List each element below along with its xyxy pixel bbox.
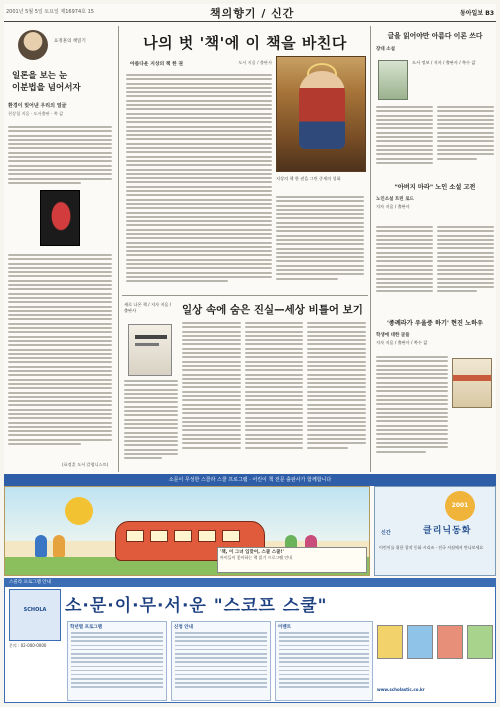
right-book-cover-3 — [452, 358, 492, 408]
second-book-info: 새로 나온 책 / 저자 지음 / 출판사 — [124, 302, 172, 313]
column-title-line-1: 일론을 보는 눈 — [12, 71, 68, 81]
masthead — [4, 4, 496, 22]
issue-date: 2001년 5월 5일 토요일 제16974호 15 — [6, 9, 94, 15]
right-category-2: 노인소설 트린 로드 — [376, 197, 414, 202]
ad-panel-2-title: 신청 안내 — [174, 625, 193, 630]
right-book-info-2: 저자 지음 / 출판사 — [376, 204, 410, 209]
right-book-info-3: 저자 지음 / 출판사 / 쪽수 값 — [376, 340, 428, 345]
mini-book-cover[interactable] — [407, 625, 433, 659]
ad-panel-1-title: 학년별 프로그램 — [70, 625, 102, 630]
column-title-line-2: 이분법을 넘어서자 — [12, 83, 81, 93]
ad-footer[interactable]: www.scholastic.co.kr — [377, 687, 425, 692]
ad-panel-3-title: 이벤트 — [278, 625, 292, 630]
ad-quote-title: '책, 이 그녀 입맞어, 스쿨 스쿨!' — [220, 550, 284, 555]
ad-panel-1 — [67, 621, 167, 701]
right-body-text-2 — [376, 226, 494, 295]
column-byline: 표정훈의 책읽기 — [54, 39, 86, 44]
feature-deck: 아름다운 지상의 책 한 권 — [130, 62, 184, 67]
mini-book-cover[interactable] — [437, 625, 463, 659]
ad-contact: 문의 : 02-000-0000 — [9, 643, 47, 648]
sun-icon — [65, 497, 93, 525]
child-figure — [35, 535, 47, 557]
ad-book-promo[interactable] — [374, 486, 496, 576]
ad-panel-2 — [171, 621, 271, 701]
ad-program[interactable] — [4, 578, 496, 703]
column-divider-left — [118, 26, 119, 472]
right-book-cover-1 — [378, 60, 408, 100]
column-left — [4, 26, 116, 472]
section-title: 책의향기 / 신간 — [210, 7, 295, 20]
feature-book-info: 도서 지음 / 출판사 — [238, 60, 272, 65]
ad-panel-3 — [275, 621, 373, 701]
right-body-text-3 — [376, 356, 448, 455]
promo-brand: 클리닉동화 — [423, 526, 472, 536]
year-badge: 2001 — [445, 491, 475, 521]
medieval-painting-image — [276, 56, 366, 172]
reviewed-book-info: 천상철 지음 · 도서출판 · 쪽 값 — [8, 111, 64, 116]
column-right — [374, 26, 496, 472]
right-category-1: 장대 소설 — [376, 47, 395, 52]
reviewed-book-title: 환경이 빚어낸 우리의 얼굴 — [8, 103, 67, 109]
column-writer: (표정훈 도서 칼럼니스트) — [62, 462, 109, 467]
right-body-text-1 — [376, 106, 494, 164]
ad-book-covers — [377, 625, 493, 675]
right-subhead-2: "아버지 마라" 노인 소설 고전 — [394, 184, 476, 191]
ad-banner[interactable]: 소문이 무성한 스콜라 스쿨 프로그램 · 어린이 책 전문 출판사가 함께합니다 — [4, 474, 496, 486]
column-body-text-2 — [8, 254, 112, 447]
paper-name: 동아일보 B3 — [459, 10, 494, 17]
child-figure — [53, 535, 65, 557]
newspaper-page — [4, 4, 496, 703]
feature-body-text-2 — [276, 196, 364, 282]
ad-quote-box — [217, 547, 367, 573]
column-title — [12, 70, 116, 94]
right-subhead-3: '종례라가 우울증 하기' 현진 노하우 — [386, 320, 484, 327]
painting-caption: 지상의 책 한 권을 그린 중세의 성화 — [276, 176, 341, 181]
column-divider-right — [370, 26, 371, 472]
right-category-3: 학생에 대한 글들 — [376, 333, 410, 338]
ad-illustration[interactable] — [4, 486, 370, 576]
book-cover-image — [40, 190, 80, 246]
second-body-text — [182, 322, 366, 451]
second-article — [122, 298, 368, 472]
column-body-text — [8, 126, 112, 186]
ad-logo: SCHOLA — [9, 589, 61, 641]
mini-book-cover[interactable] — [467, 625, 493, 659]
promo-tag: 신간 — [381, 530, 391, 536]
right-book-info-1: 도서 정보 / 저자 / 출판사 / 쪽수 값 — [412, 60, 476, 65]
right-headline: 글을 읽어야만 아름다 이론 쓰다 — [387, 32, 483, 40]
second-book-cover — [128, 324, 172, 376]
second-headline: 일상 속에 숨은 진실—세상 비틀어 보기 — [182, 304, 363, 316]
feature-body-text — [126, 74, 272, 285]
ad-slogan: 소·문·이·무·서·운 "스코프 스쿨" — [65, 596, 328, 616]
mini-book-cover[interactable] — [377, 625, 403, 659]
promo-description: 어린이를 위한 창작 동화 시리즈 · 전국 서점에서 만나보세요 — [379, 545, 484, 550]
feature-divider — [122, 295, 368, 296]
author-photo — [18, 30, 48, 60]
feature-headline: 나의 벗 '책'에 이 책을 바친다 — [143, 34, 347, 52]
ad-strip: 스콜라 프로그램 안내 — [5, 579, 495, 587]
second-body-text-2 — [124, 380, 178, 462]
ad-quote-body: 아이들이 좋아하는 책 읽기 프로그램 안내 — [220, 555, 293, 560]
feature-article — [122, 26, 368, 294]
